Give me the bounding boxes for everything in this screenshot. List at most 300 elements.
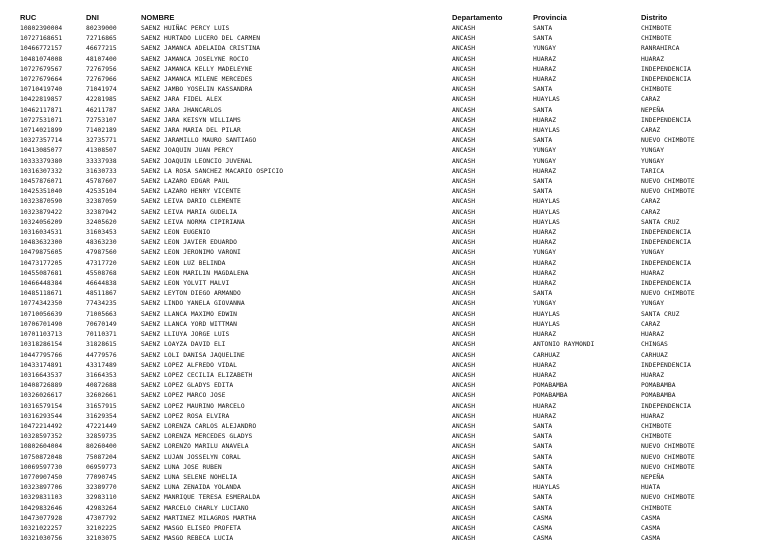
- ruc-cell: 10479875605: [20, 249, 63, 257]
- nombre-cell: SAENZ LAZARO EDGAR PAUL: [141, 178, 230, 186]
- ruc-cell: 10714021899: [20, 127, 63, 135]
- distrito-cell: CARAZ: [641, 208, 661, 216]
- dni-cell: 80239000: [86, 25, 117, 32]
- table-header-row: [20, 12, 760, 24]
- ruc-cell: 10425351040: [20, 188, 63, 196]
- provincia-cell: HUARAZ: [533, 269, 557, 277]
- distrito-cell: YUNGAY: [641, 300, 665, 308]
- dni-cell: 47307792: [86, 514, 117, 522]
- dni-cell: 46211787: [86, 106, 117, 114]
- dni-cell: 45508768: [86, 269, 117, 277]
- provincia-cell: HUARAZ: [533, 167, 557, 175]
- dni-cell: 71005663: [86, 310, 117, 318]
- nombre-cell: SAENZ LOPEZ ALFREDO VIDAL: [141, 361, 238, 369]
- nombre-cell: SAENZ LOPEZ ROSA ELVIRA: [141, 412, 230, 420]
- provincia-cell: HUARAZ: [533, 76, 557, 84]
- nombre-cell: SAENZ JARA MARIA DEL PILAR: [141, 127, 241, 135]
- departamento-cell: ANCASH: [452, 433, 476, 441]
- dni-cell: 33337938: [86, 157, 117, 165]
- provincia-cell: SANTA: [533, 422, 553, 430]
- table-row: [20, 208, 760, 218]
- nombre-cell: SAENZ LUNA JOSE RUBEN: [141, 463, 222, 471]
- distrito-cell: SANTA CRUZ: [641, 218, 680, 226]
- provincia-cell: SANTA: [533, 463, 553, 471]
- dni-cell: 32387059: [86, 198, 117, 206]
- distrito-cell: YUNGAY: [641, 157, 665, 165]
- departamento-cell: ANCASH: [452, 331, 476, 339]
- provincia-cell: YUNGAY: [533, 147, 557, 155]
- distrito-cell: INDEPENDENCIA: [641, 76, 691, 84]
- departamento-cell: ANCASH: [452, 65, 476, 73]
- ruc-cell: 10316579154: [20, 402, 63, 410]
- dni-cell: 32405620: [86, 218, 117, 226]
- table-row: [20, 463, 760, 473]
- table-row: [20, 126, 760, 136]
- table-row: [20, 136, 760, 146]
- distrito-cell: YUNGAY: [641, 147, 665, 155]
- table-row: [20, 473, 760, 483]
- ruc-cell: 10457876071: [20, 178, 63, 186]
- ruc-cell: 10473077928: [20, 514, 63, 522]
- nombre-cell: SAENZ LORENZA CARLOS ALEJANDRO: [141, 422, 257, 430]
- provincia-cell: HUARAZ: [533, 402, 557, 410]
- dni-cell: 41308507: [86, 147, 117, 155]
- table-row: [20, 412, 760, 422]
- table-row: [20, 44, 760, 54]
- nombre-cell: SAENZ LORENZA MERCEDES GLADYS: [141, 433, 253, 441]
- nombre-cell: SAENZ LOPEZ GLADYS EDITA: [141, 382, 234, 390]
- table-row: [20, 157, 760, 167]
- provincia-cell: CASMA: [533, 535, 553, 543]
- nombre-cell: SAENZ JARA KEISYN WILLIAMS: [141, 116, 241, 124]
- table-row: [20, 24, 760, 34]
- provincia-cell: SANTA: [533, 443, 553, 451]
- departamento-cell: ANCASH: [452, 55, 476, 63]
- dni-cell: 31629354: [86, 412, 117, 420]
- dni-cell: 70670149: [86, 320, 117, 328]
- nombre-cell: SAENZ LUNA ZENAIDA YOLANDA: [141, 484, 241, 492]
- dni-cell: 32859735: [86, 433, 117, 441]
- provincia-cell: YUNGAY: [533, 45, 557, 53]
- nombre-cell: SAENZ LOLI DANISA JAQUELINE: [141, 351, 245, 359]
- provincia-cell: YUNGAY: [533, 249, 557, 257]
- dni-cell: 77434235: [86, 300, 117, 308]
- departamento-cell: ANCASH: [452, 371, 476, 379]
- provincia-cell: SANTA: [533, 290, 553, 298]
- nombre-cell: SAENZ JARAMILLO MAURO SANTIAGO: [141, 137, 257, 145]
- ruc-cell: 10485118671: [20, 290, 63, 298]
- provincia-cell: HUARAZ: [533, 259, 557, 267]
- ruc-cell: 10323897706: [20, 484, 63, 492]
- distrito-cell: NUEVO CHIMBOTE: [641, 178, 695, 186]
- dni-cell: 46677215: [86, 45, 117, 53]
- departamento-cell: ANCASH: [452, 473, 476, 481]
- distrito-cell: CHIMBOTE: [641, 86, 672, 94]
- dni-cell: 72753107: [86, 116, 117, 124]
- ruc-cell: 10447795766: [20, 351, 63, 359]
- departamento-cell: ANCASH: [452, 443, 476, 451]
- nombre-cell: SAENZ LLANCA MAXIMO EDWIN: [141, 310, 238, 318]
- table-body: [20, 24, 760, 544]
- nombre-cell: SAENZ LEON LUZ BELINDA: [141, 259, 226, 267]
- nombre-cell: SAENZ MARCELO CHARLY LUCIANO: [141, 504, 249, 512]
- provincia-cell: YUNGAY: [533, 300, 557, 308]
- distrito-cell: HUARAZ: [641, 269, 665, 277]
- distrito-cell: CHIMBOTE: [641, 25, 672, 32]
- ruc-cell: 10473177205: [20, 259, 63, 267]
- nombre-cell: SAENZ LEIVA MARIA GUDELIA: [141, 208, 238, 216]
- table-row: [20, 34, 760, 44]
- departamento-cell: ANCASH: [452, 392, 476, 400]
- departamento-cell: ANCASH: [452, 535, 476, 543]
- table-row: [20, 371, 760, 381]
- ruc-cell: 10710419740: [20, 86, 63, 94]
- table-row: [20, 248, 760, 258]
- ruc-cell: 10316307332: [20, 167, 63, 175]
- provincia-cell: HUARAZ: [533, 239, 557, 247]
- nombre-cell: SAENZ LEON MARILIN MAGDALENA: [141, 269, 249, 277]
- departamento-cell: ANCASH: [452, 341, 476, 349]
- nombre-cell: SAENZ JAMBO YOSELIN KASSANDRA: [141, 86, 253, 94]
- dni-cell: 32103075: [86, 535, 117, 543]
- ruc-cell: 10323879422: [20, 208, 63, 216]
- nombre-cell: SAENZ MANRIQUE TERESA ESMERALDA: [141, 494, 261, 502]
- ruc-cell: 10318286154: [20, 341, 63, 349]
- distrito-cell: HUARAZ: [641, 371, 665, 379]
- distrito-cell: TARICA: [641, 167, 665, 175]
- provincia-cell: SANTA: [533, 137, 553, 145]
- dni-cell: 71402189: [86, 127, 117, 135]
- departamento-cell: ANCASH: [452, 382, 476, 390]
- column-header-dni: DNI: [86, 13, 99, 22]
- table-row: [20, 146, 760, 156]
- provincia-cell: HUARAZ: [533, 229, 557, 237]
- departamento-cell: ANCASH: [452, 157, 476, 165]
- dni-cell: 72767966: [86, 76, 117, 84]
- departamento-cell: ANCASH: [452, 422, 476, 430]
- dni-cell: 32602661: [86, 392, 117, 400]
- ruc-cell: 10727679567: [20, 65, 63, 73]
- dni-cell: 48107400: [86, 55, 117, 63]
- table-row: [20, 340, 760, 350]
- nombre-cell: SAENZ LOPEZ MAURINO MARCELO: [141, 402, 245, 410]
- ruc-cell: 10483632300: [20, 239, 63, 247]
- provincia-cell: HUARAZ: [533, 116, 557, 124]
- departamento-cell: ANCASH: [452, 514, 476, 522]
- distrito-cell: NUEVO CHIMBOTE: [641, 463, 695, 471]
- nombre-cell: SAENZ LAZARO HENRY VICENTE: [141, 188, 241, 196]
- departamento-cell: ANCASH: [452, 96, 476, 104]
- nombre-cell: SAENZ LEIVA NORMA CIPIRIANA: [141, 218, 245, 226]
- nombre-cell: SAENZ JAMANCA KELLY MADELEYNE: [141, 65, 253, 73]
- dni-cell: 72767956: [86, 65, 117, 73]
- provincia-cell: SANTA: [533, 35, 553, 43]
- nombre-cell: SAENZ LLANCA YORD WITTMAN: [141, 320, 238, 328]
- provincia-cell: HUAYLAS: [533, 218, 560, 226]
- departamento-cell: ANCASH: [452, 453, 476, 461]
- table-row: [20, 65, 760, 75]
- provincia-cell: SANTA: [533, 504, 553, 512]
- ruc-cell: 10326026617: [20, 392, 63, 400]
- distrito-cell: INDEPENDENCIA: [641, 402, 691, 410]
- nombre-cell: SAENZ LOAYZA DAVID ELI: [141, 341, 226, 349]
- dni-cell: 72716865: [86, 35, 117, 43]
- departamento-cell: ANCASH: [452, 300, 476, 308]
- nombre-cell: SAENZ LLIUYA JORGE LUIS: [141, 331, 230, 339]
- ruc-cell: 10327357714: [20, 137, 63, 145]
- distrito-cell: CHIMBOTE: [641, 422, 672, 430]
- provincia-cell: HUARAZ: [533, 412, 557, 420]
- nombre-cell: SAENZ LINDO YANELA GIOVANNA: [141, 300, 245, 308]
- table-row: [20, 361, 760, 371]
- provincia-cell: HUAYLAS: [533, 310, 560, 318]
- ruc-cell: 10429832646: [20, 504, 63, 512]
- departamento-cell: ANCASH: [452, 218, 476, 226]
- departamento-cell: ANCASH: [452, 45, 476, 53]
- table-row: [20, 320, 760, 330]
- distrito-cell: NUEVO CHIMBOTE: [641, 443, 695, 451]
- nombre-cell: SAENZ LEON JAVIER EDUARDO: [141, 239, 238, 247]
- ruc-cell: 10802390004: [20, 25, 63, 32]
- provincia-cell: HUAYLAS: [533, 320, 560, 328]
- departamento-cell: ANCASH: [452, 463, 476, 471]
- departamento-cell: ANCASH: [452, 188, 476, 196]
- departamento-cell: ANCASH: [452, 412, 476, 420]
- table-row: [20, 483, 760, 493]
- provincia-cell: CASMA: [533, 514, 553, 522]
- document-page: [20, 12, 760, 544]
- ruc-cell: 10413085077: [20, 147, 63, 155]
- table-row: [20, 238, 760, 248]
- nombre-cell: SAENZ MASGO ELISEO PROFETA: [141, 524, 241, 532]
- departamento-cell: ANCASH: [452, 524, 476, 532]
- distrito-cell: NUEVO CHIMBOTE: [641, 290, 695, 298]
- distrito-cell: INDEPENDENCIA: [641, 229, 691, 237]
- table-row: [20, 442, 760, 452]
- table-row: [20, 85, 760, 95]
- ruc-cell: 10802604004: [20, 443, 63, 451]
- nombre-cell: SAENZ JAMANCA JOSELYNE ROCIO: [141, 55, 249, 63]
- ruc-cell: 10727168651: [20, 35, 63, 43]
- departamento-cell: ANCASH: [452, 127, 476, 135]
- nombre-cell: SAENZ JOAQUIN JUAN PERCY: [141, 147, 234, 155]
- distrito-cell: INDEPENDENCIA: [641, 280, 691, 288]
- provincia-cell: HUAYLAS: [533, 484, 560, 492]
- table-row: [20, 402, 760, 412]
- nombre-cell: SAENZ LEON JERONIMO VARONI: [141, 249, 241, 257]
- table-row: [20, 197, 760, 207]
- column-header-departamento: Departamento: [452, 13, 503, 22]
- departamento-cell: ANCASH: [452, 167, 476, 175]
- dni-cell: 40872688: [86, 382, 117, 390]
- nombre-cell: SAENZ LEON EUGENIO: [141, 229, 211, 237]
- nombre-cell: SAENZ HUIÑAC PERCY LUIS: [141, 25, 230, 32]
- dni-cell: 06959773: [86, 463, 117, 471]
- ruc-cell: 10321030756: [20, 535, 63, 543]
- distrito-cell: SANTA CRUZ: [641, 310, 680, 318]
- provincia-cell: HUAYLAS: [533, 208, 560, 216]
- distrito-cell: INDEPENDENCIA: [641, 239, 691, 247]
- dni-cell: 71041974: [86, 86, 117, 94]
- dni-cell: 70110371: [86, 331, 117, 339]
- ruc-cell: 10701103713: [20, 331, 63, 339]
- departamento-cell: ANCASH: [452, 198, 476, 206]
- dni-cell: 48511867: [86, 290, 117, 298]
- table-row: [20, 269, 760, 279]
- departamento-cell: ANCASH: [452, 137, 476, 145]
- distrito-cell: NUEVO CHIMBOTE: [641, 494, 695, 502]
- provincia-cell: SANTA: [533, 433, 553, 441]
- dni-cell: 42281985: [86, 96, 117, 104]
- distrito-cell: POMABAMBA: [641, 382, 676, 390]
- nombre-cell: SAENZ LORENZO MARILU ANAVELA: [141, 443, 249, 451]
- nombre-cell: SAENZ MASGO REBECA LUCIA: [141, 535, 234, 543]
- table-row: [20, 289, 760, 299]
- table-row: [20, 259, 760, 269]
- dni-cell: 31630733: [86, 167, 117, 175]
- dni-cell: 31657915: [86, 402, 117, 410]
- provincia-cell: POMABAMBA: [533, 382, 568, 390]
- provincia-cell: HUARAZ: [533, 331, 557, 339]
- distrito-cell: CARHUAZ: [641, 351, 668, 359]
- nombre-cell: SAENZ JOAQUIN LEONCIO JUVENAL: [141, 157, 253, 165]
- departamento-cell: ANCASH: [452, 259, 476, 267]
- taxpayer-table: [20, 12, 760, 544]
- departamento-cell: ANCASH: [452, 402, 476, 410]
- dni-cell: 45787607: [86, 178, 117, 186]
- table-row: [20, 330, 760, 340]
- table-row: [20, 310, 760, 320]
- distrito-cell: INDEPENDENCIA: [641, 116, 691, 124]
- distrito-cell: CARAZ: [641, 127, 661, 135]
- departamento-cell: ANCASH: [452, 106, 476, 114]
- distrito-cell: CARAZ: [641, 198, 661, 206]
- distrito-cell: POMABAMBA: [641, 392, 676, 400]
- dni-cell: 75087204: [86, 453, 117, 461]
- distrito-cell: NUEVO CHIMBOTE: [641, 188, 695, 196]
- departamento-cell: ANCASH: [452, 494, 476, 502]
- ruc-cell: 10455087681: [20, 269, 63, 277]
- table-row: [20, 167, 760, 177]
- provincia-cell: HUAYLAS: [533, 198, 560, 206]
- ruc-cell: 10069597730: [20, 463, 63, 471]
- departamento-cell: ANCASH: [452, 249, 476, 257]
- distrito-cell: CASMA: [641, 514, 661, 522]
- nombre-cell: SAENZ JARA JHANCARLOS: [141, 106, 222, 114]
- distrito-cell: INDEPENDENCIA: [641, 361, 691, 369]
- ruc-cell: 10466772157: [20, 45, 63, 53]
- dni-cell: 32387942: [86, 208, 117, 216]
- distrito-cell: CHIMBOTE: [641, 35, 672, 43]
- distrito-cell: NUEVO CHIMBOTE: [641, 137, 695, 145]
- table-row: [20, 524, 760, 534]
- ruc-cell: 10433174891: [20, 361, 63, 369]
- dni-cell: 44779576: [86, 351, 117, 359]
- column-header-provincia: Provincia: [533, 13, 567, 22]
- provincia-cell: HUARAZ: [533, 55, 557, 63]
- departamento-cell: ANCASH: [452, 229, 476, 237]
- departamento-cell: ANCASH: [452, 320, 476, 328]
- provincia-cell: POMABAMBA: [533, 392, 568, 400]
- table-row: [20, 381, 760, 391]
- nombre-cell: SAENZ LEYTON DIEGO ARMANDO: [141, 290, 241, 298]
- nombre-cell: SAENZ LUNA SELENE NOHELIA: [141, 473, 238, 481]
- distrito-cell: NUEVO CHIMBOTE: [641, 453, 695, 461]
- dni-cell: 47987560: [86, 249, 117, 257]
- departamento-cell: ANCASH: [452, 239, 476, 247]
- distrito-cell: NEPEÑA: [641, 473, 665, 481]
- ruc-cell: 10324056209: [20, 218, 63, 226]
- distrito-cell: INDEPENDENCIA: [641, 259, 691, 267]
- ruc-cell: 10462117871: [20, 106, 63, 114]
- departamento-cell: ANCASH: [452, 178, 476, 186]
- distrito-cell: CHIMBOTE: [641, 433, 672, 441]
- ruc-cell: 10774342350: [20, 300, 63, 308]
- provincia-cell: CASMA: [533, 524, 553, 532]
- table-row: [20, 95, 760, 105]
- ruc-cell: 10727531071: [20, 116, 63, 124]
- distrito-cell: CHINGAS: [641, 341, 668, 349]
- distrito-cell: YUNGAY: [641, 249, 665, 257]
- provincia-cell: HUARAZ: [533, 361, 557, 369]
- table-row: [20, 177, 760, 187]
- nombre-cell: SAENZ LEIVA DARIO CLEMENTE: [141, 198, 241, 206]
- table-row: [20, 106, 760, 116]
- provincia-cell: SANTA: [533, 25, 553, 32]
- provincia-cell: SANTA: [533, 453, 553, 461]
- dni-cell: 32102225: [86, 524, 117, 532]
- dni-cell: 47317720: [86, 259, 117, 267]
- ruc-cell: 10321022257: [20, 524, 63, 532]
- nombre-cell: SAENZ LA ROSA SANCHEZ MACARIO OSPICIO: [141, 167, 284, 175]
- provincia-cell: HUARAZ: [533, 371, 557, 379]
- departamento-cell: ANCASH: [452, 280, 476, 288]
- ruc-cell: 10466448384: [20, 280, 63, 288]
- ruc-cell: 10323870590: [20, 198, 63, 206]
- dni-cell: 31828615: [86, 341, 117, 349]
- distrito-cell: CHIMBOTE: [641, 504, 672, 512]
- ruc-cell: 10472214492: [20, 422, 63, 430]
- departamento-cell: ANCASH: [452, 269, 476, 277]
- nombre-cell: SAENZ JAMANCA MILENE MERCEDES: [141, 76, 253, 84]
- departamento-cell: ANCASH: [452, 484, 476, 492]
- departamento-cell: ANCASH: [452, 25, 476, 32]
- dni-cell: 48363230: [86, 239, 117, 247]
- provincia-cell: YUNGAY: [533, 157, 557, 165]
- provincia-cell: SANTA: [533, 188, 553, 196]
- ruc-cell: 10481074008: [20, 55, 63, 63]
- dni-cell: 31664353: [86, 371, 117, 379]
- departamento-cell: ANCASH: [452, 361, 476, 369]
- provincia-cell: SANTA: [533, 178, 553, 186]
- dni-cell: 42535104: [86, 188, 117, 196]
- table-row: [20, 75, 760, 85]
- ruc-cell: 10750872048: [20, 453, 63, 461]
- dni-cell: 42983264: [86, 504, 117, 512]
- departamento-cell: ANCASH: [452, 116, 476, 124]
- distrito-cell: NEPEÑA: [641, 106, 665, 114]
- distrito-cell: HUARAZ: [641, 331, 665, 339]
- ruc-cell: 10316034531: [20, 229, 63, 237]
- provincia-cell: SANTA: [533, 106, 553, 114]
- departamento-cell: ANCASH: [452, 504, 476, 512]
- table-row: [20, 432, 760, 442]
- table-row: [20, 279, 760, 289]
- ruc-cell: 10333379380: [20, 157, 63, 165]
- provincia-cell: HUARAZ: [533, 280, 557, 288]
- dni-cell: 80260400: [86, 443, 117, 451]
- departamento-cell: ANCASH: [452, 35, 476, 43]
